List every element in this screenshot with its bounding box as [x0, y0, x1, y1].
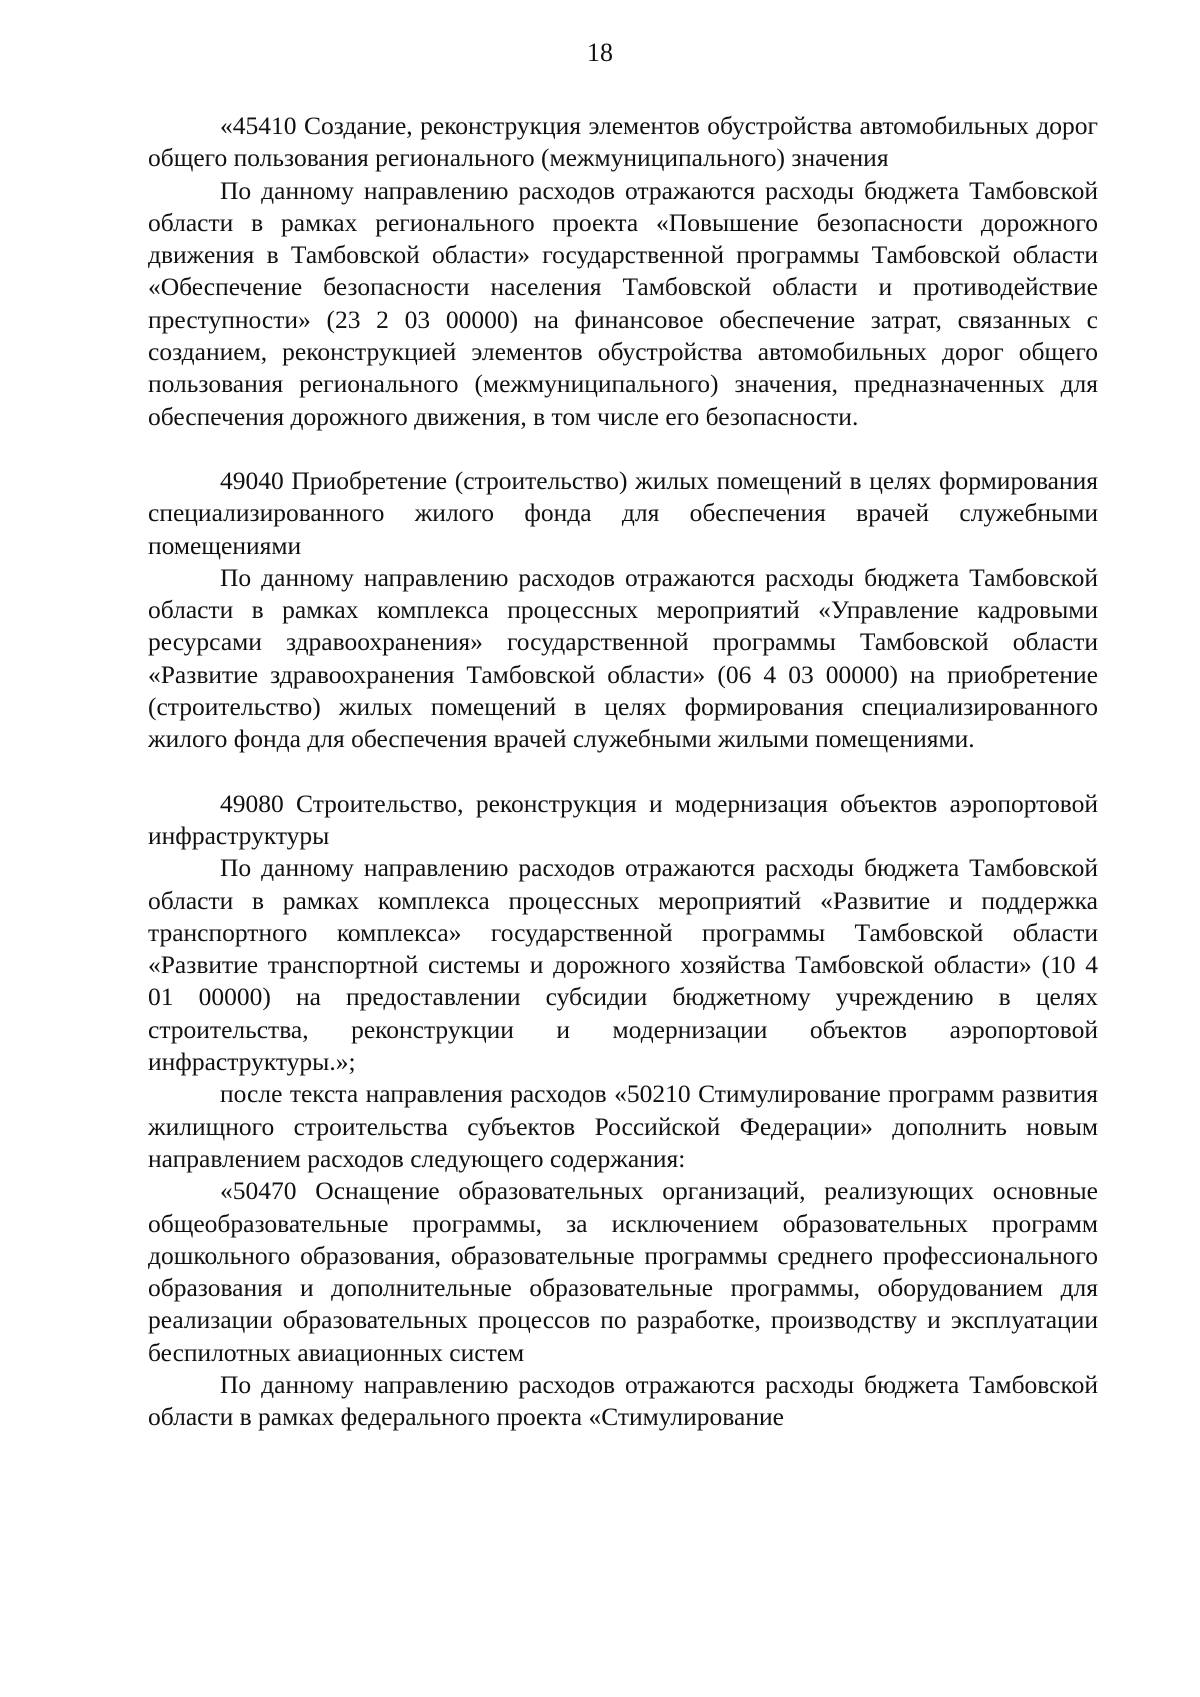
paragraph-amendment-instruction: после текста направления расходов «50210 Стимулирование программ развития жилищного строительства субъектов Российской Федерации» дополнить новым направлением расходов следующего содержания:: [148, 1079, 1098, 1173]
heading-49080: 49080 Строительство, реконструкция и модернизация объектов аэропортовой инфраструктуры: [148, 788, 1098, 850]
heading-50470: «50470 Оснащение образовательных организаций, реализующих основные общеобразовательные программы, за исключением образовательных программ дошкольного образования, образовательные программы среднего профессионального образования и дополнительные образовательные программы, оборудованием для реализации образовательных процессов по разработке, производству и эксплуатации беспилотных авиационных систем: [148, 1176, 1098, 1367]
paragraph-49040-description: По данному направлению расходов отражаются расходы бюджета Тамбовской области в рамках комплекса процессных мероприятий «Управление кадровыми ресурсами здравоохранения» государственной программы Тамбовской области «Развитие здравоохранения Тамбовской области» (06 4 03 00000) на приобретение (строительство) жилых помещений в целях формирования специализированного жилого фонда для обеспечения врачей служебными жилыми помещениями.: [148, 562, 1098, 754]
heading-45410: «45410 Создание, реконструкция элементов обустройства автомобильных дорог общего пользования регионального (межмуниципального) значения: [148, 111, 1098, 173]
heading-49040: 49040 Приобретение (строительство) жилых помещений в целях формирования специализированного жилого фонда для обеспечения врачей служебными помещениями: [148, 465, 1098, 560]
paragraph-49080-description: По данному направлению расходов отражаются расходы бюджета Тамбовской области в рамках комплекса процессных мероприятий «Развитие и поддержка транспортного комплекса» государственной программы Тамбовской области «Развитие транспортной системы и дорожного хозяйства Тамбовской области» (10 4 01 00000) на предоставлении субсидии бюджетному учреждению в целях строительства, реконструкции и модернизации объектов аэропортовой инфраструктуры.»;: [148, 853, 1098, 1077]
document-body: [148, 110, 1098, 1434]
paragraph-50470-description: По данному направлению расходов отражаются расходы бюджета Тамбовской области в рамках федерального проекта «Стимулирование: [148, 1369, 1098, 1432]
page-number: 18: [587, 38, 613, 67]
paragraph-45410-description: По данному направлению расходов отражаются расходы бюджета Тамбовской области в рамках регионального проекта «Повышение безопасности дорожного движения в Тамбовской области» государственной программы Тамбовской области «Обеспечение безопасности населения Тамбовской области и противодействие преступности» (23 2 03 00000) на финансовое обеспечение затрат, связанных с созданием, реконструкцией элементов обустройства автомобильных дорог общего пользования регионального (межмуниципального) значения, предназначенных для обеспечения дорожного движения, в том числе его безопасности.: [148, 175, 1098, 431]
